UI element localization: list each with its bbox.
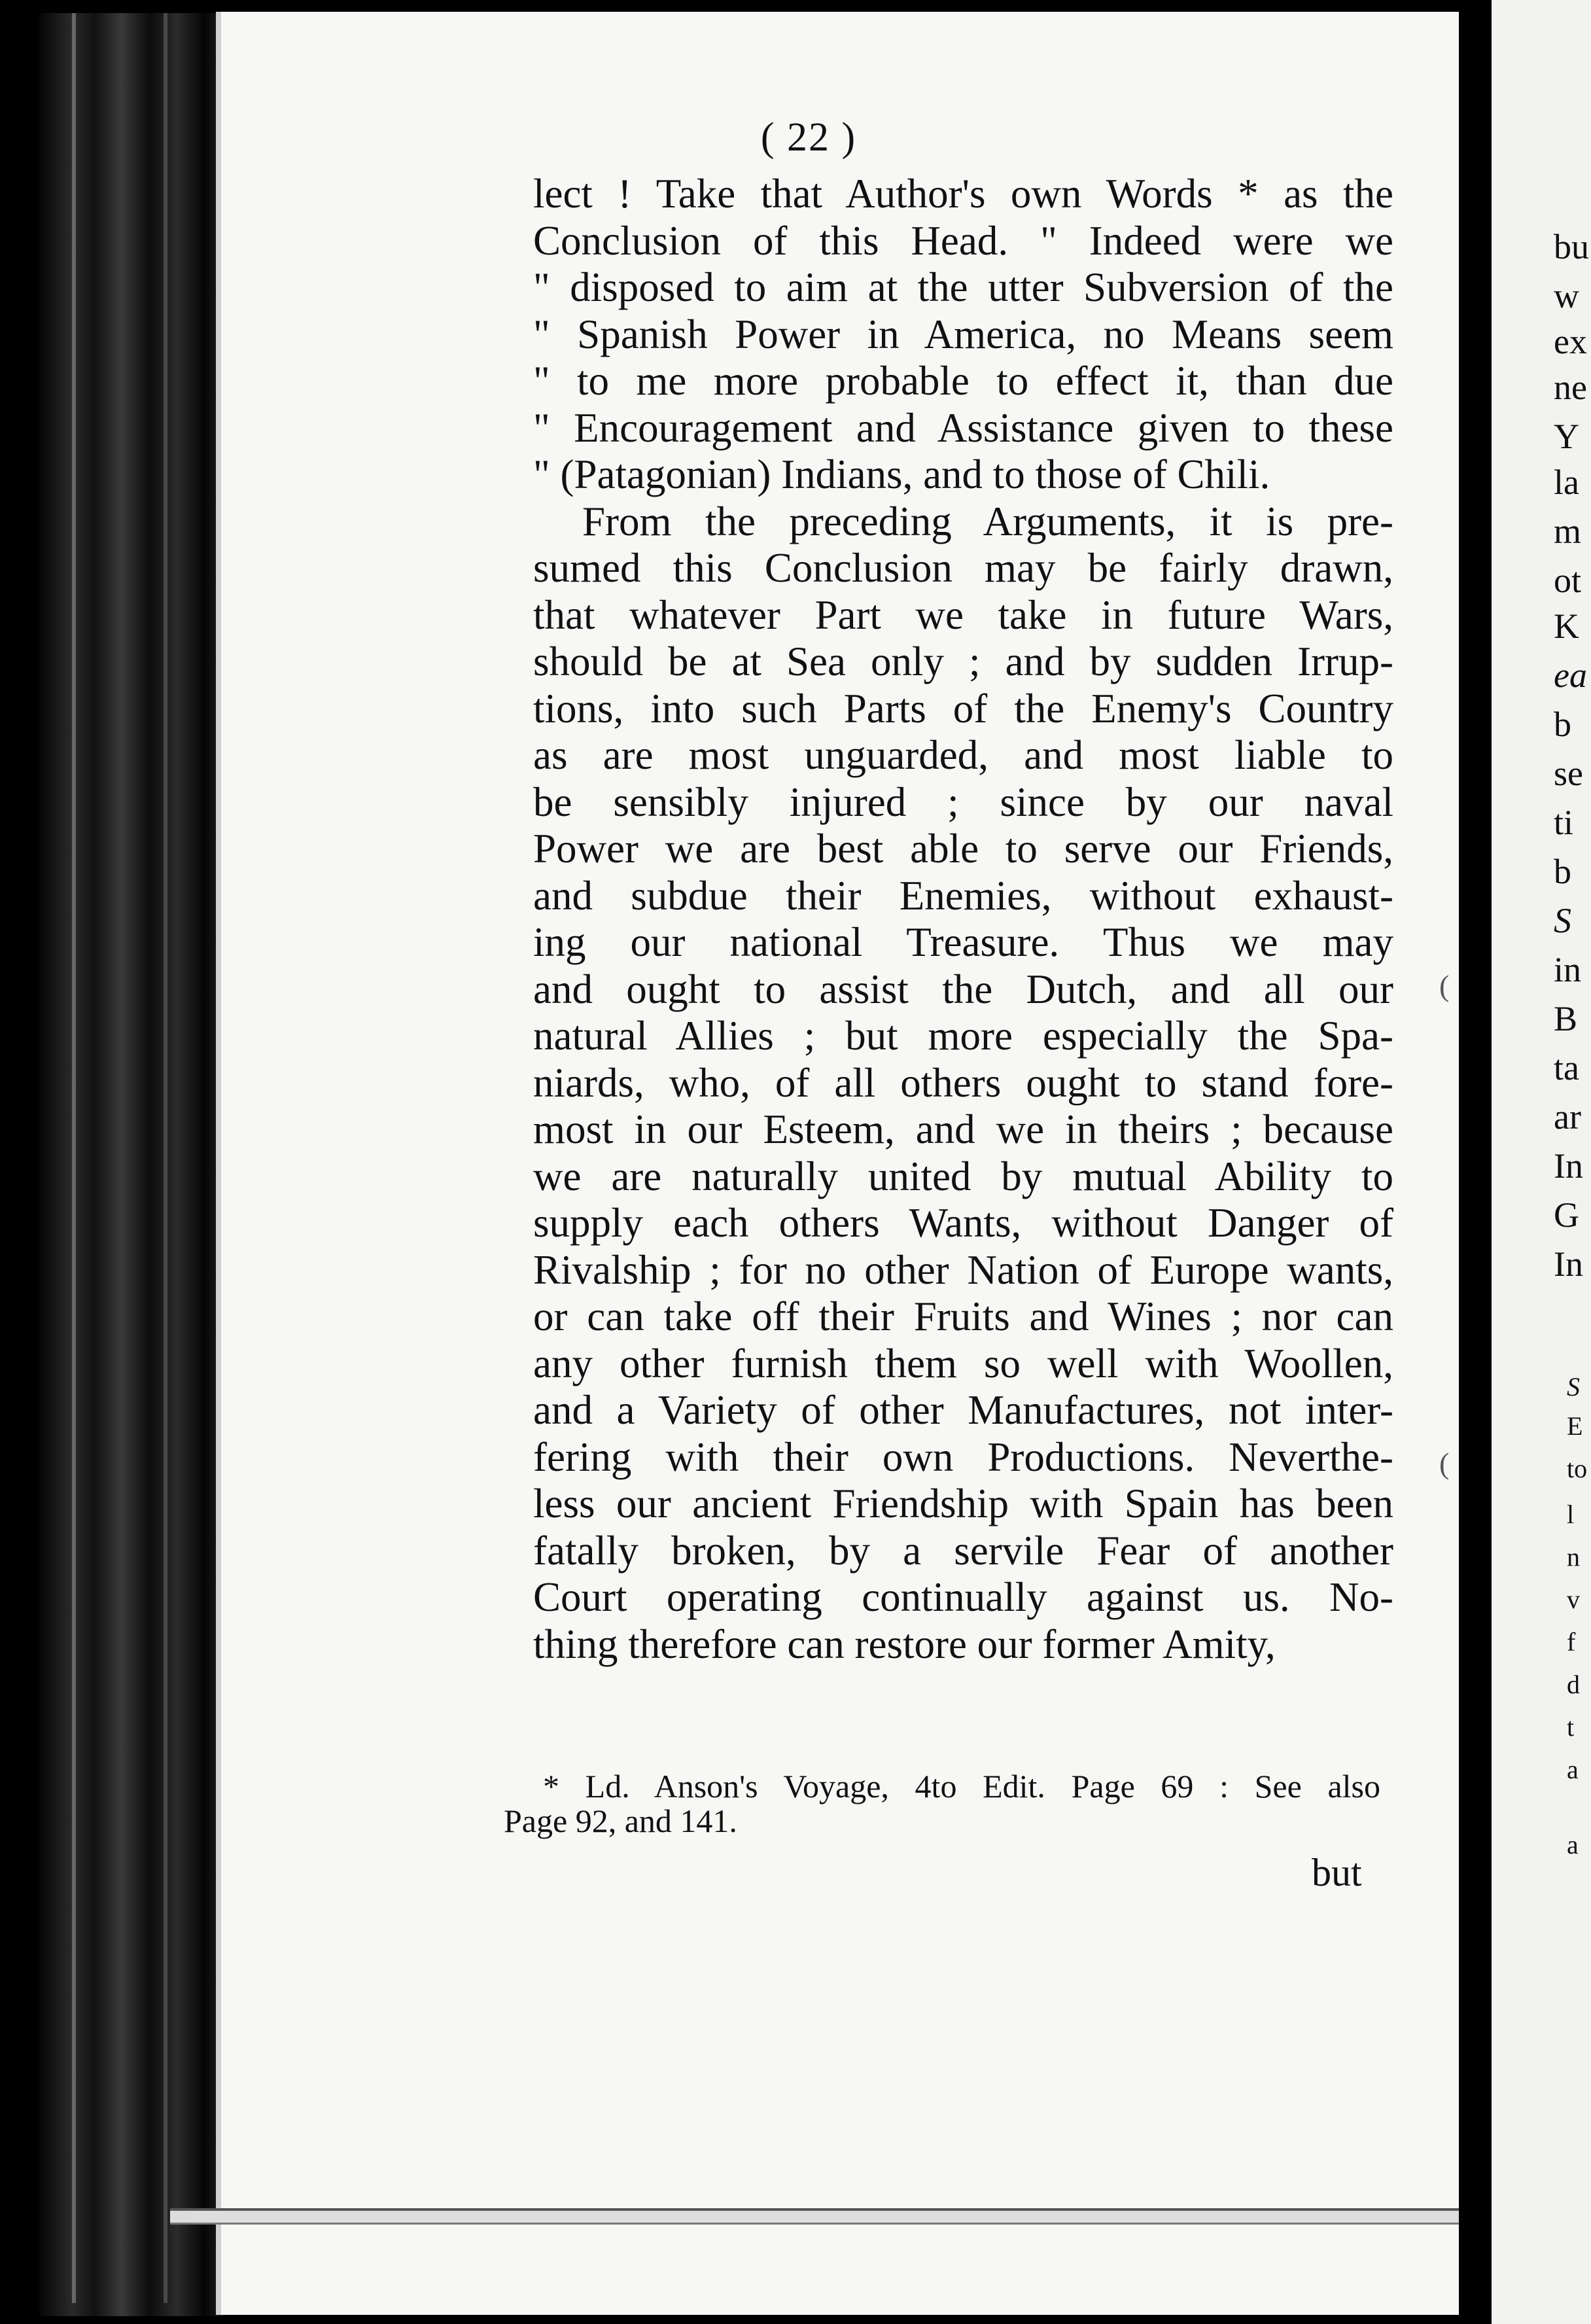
text-line: Conclusion of this Head. " Indeed were we	[533, 217, 1393, 264]
facing-page-fragment: In	[1554, 1244, 1583, 1284]
page-number: ( 22 )	[760, 115, 857, 160]
facing-page	[1492, 0, 1591, 2324]
spine-edge-line	[164, 13, 167, 2303]
facing-page-fragment: Y	[1554, 417, 1579, 456]
text-line: as are most unguarded, and most liable to	[533, 732, 1393, 778]
text-line: and subdue their Enemies, without exhaust-	[533, 872, 1393, 919]
text-line: fatally broken, by a servile Fear of another	[533, 1527, 1393, 1574]
text-line: most in our Esteem, and we in theirs ; because	[533, 1106, 1393, 1152]
facing-page-fragment: t	[1567, 1712, 1575, 1742]
text-line: " (Patagonian) Indians, and to those of Chili.	[533, 451, 1270, 497]
text-line: supply each others Wants, without Danger of	[533, 1200, 1393, 1246]
facing-page-fragment: se	[1554, 754, 1583, 793]
text-line: natural Allies ; but more especially the Spa-	[533, 1013, 1393, 1059]
text-line: fering with their own Productions. Neverthe-	[533, 1434, 1393, 1480]
facing-page-fragment: to	[1567, 1454, 1588, 1483]
footnote-line: * Ld. Anson's Voyage, 4to Edit. Page 69 : See also	[543, 1768, 1380, 1805]
text-line: " disposed to aim at the utter Subversion of the	[533, 264, 1393, 310]
book-spine	[39, 13, 222, 2316]
text-line: sumed this Conclusion may be fairly drawn,	[533, 545, 1393, 591]
margin-mark: (	[1439, 1447, 1450, 1480]
facing-page-fragment: la	[1554, 463, 1579, 502]
text-line: should be at Sea only ; and by sudden Irrup-	[533, 639, 1393, 684]
page-gutter	[1459, 0, 1492, 2324]
margin-mark: (	[1439, 969, 1450, 1002]
facing-page-fragment: d	[1567, 1670, 1580, 1699]
facing-page-fragment: ex	[1554, 322, 1587, 361]
text-line: any other furnish them so well with Woollen,	[533, 1340, 1393, 1386]
text-line: be sensibly injured ; since by our naval	[533, 779, 1393, 825]
text-line: less our ancient Friendship with Spain has been	[533, 1481, 1393, 1526]
facing-page-fragment: ne	[1554, 368, 1587, 407]
facing-page-fragment: S	[1567, 1372, 1580, 1401]
page-bottom-edge	[170, 2208, 1465, 2225]
text-line: tions, into such Parts of the Enemy's Country	[533, 685, 1393, 731]
text-line: thing therefore can restore our former Amity,	[533, 1621, 1276, 1667]
facing-page-fragment: n	[1567, 1542, 1580, 1572]
text-line: Power we are best able to serve our Friends,	[533, 826, 1393, 872]
catchword: but	[1312, 1851, 1362, 1894]
facing-page-fragment: in	[1554, 950, 1582, 989]
text-line: " to me more probable to effect it, than due	[533, 358, 1393, 404]
facing-page-fragment: m	[1554, 512, 1582, 551]
text-line: and ought to assist the Dutch, and all our	[533, 966, 1393, 1012]
facing-page-fragment: In	[1554, 1146, 1583, 1186]
facing-page-fragment: E	[1567, 1411, 1583, 1441]
facing-page-fragment: v	[1567, 1585, 1580, 1614]
facing-page-fragment: f	[1567, 1627, 1576, 1657]
text-line: Rivalship ; for no other Nation of Europe wants,	[533, 1246, 1393, 1293]
facing-page-fragment: B	[1554, 999, 1578, 1038]
facing-page-fragment: a	[1567, 1830, 1579, 1859]
facing-page-fragment: l	[1567, 1500, 1575, 1529]
spine-edge-line	[72, 13, 76, 2303]
facing-page-fragment: S	[1554, 901, 1571, 940]
facing-page-fragment: ta	[1554, 1048, 1579, 1087]
facing-page-fragment: ea	[1554, 656, 1587, 695]
text-line: niards, who, of all others ought to stand fore-	[533, 1059, 1393, 1106]
facing-page-fragment: ot	[1554, 561, 1582, 600]
footnote-line: Page 92, and 141.	[504, 1803, 737, 1839]
text-line: that whatever Part we take in future Wars,	[533, 591, 1393, 638]
text-line: and a Variety of other Manufactures, not inter-	[533, 1387, 1393, 1433]
facing-page-fragment: ar	[1554, 1097, 1581, 1136]
text-line: lect ! Take that Author's own Words * as the	[533, 171, 1393, 217]
facing-page-fragment: w	[1554, 276, 1579, 315]
text-line: we are naturally united by mutual Ability to	[533, 1153, 1393, 1199]
facing-page-fragment: G	[1554, 1195, 1579, 1235]
facing-page-fragment: b	[1554, 852, 1571, 891]
text-line: " Encouragement and Assistance given to these	[533, 404, 1393, 451]
facing-page-fragment: K	[1554, 607, 1579, 646]
text-line: ing our national Treasure. Thus we may	[533, 919, 1393, 965]
text-line: or can take off their Fruits and Wines ; nor can	[533, 1294, 1393, 1339]
facing-page-fragment: a	[1567, 1755, 1579, 1784]
text-line: From the preceding Arguments, it is pre-	[582, 498, 1393, 544]
facing-page-fragment: b	[1554, 705, 1571, 744]
facing-page-fragment: bu	[1554, 227, 1589, 266]
facing-page-fragment: ti	[1554, 803, 1574, 842]
text-line: " Spanish Power in America, no Means seem	[533, 311, 1393, 357]
text-line: Court operating continually against us. No-	[533, 1574, 1393, 1620]
